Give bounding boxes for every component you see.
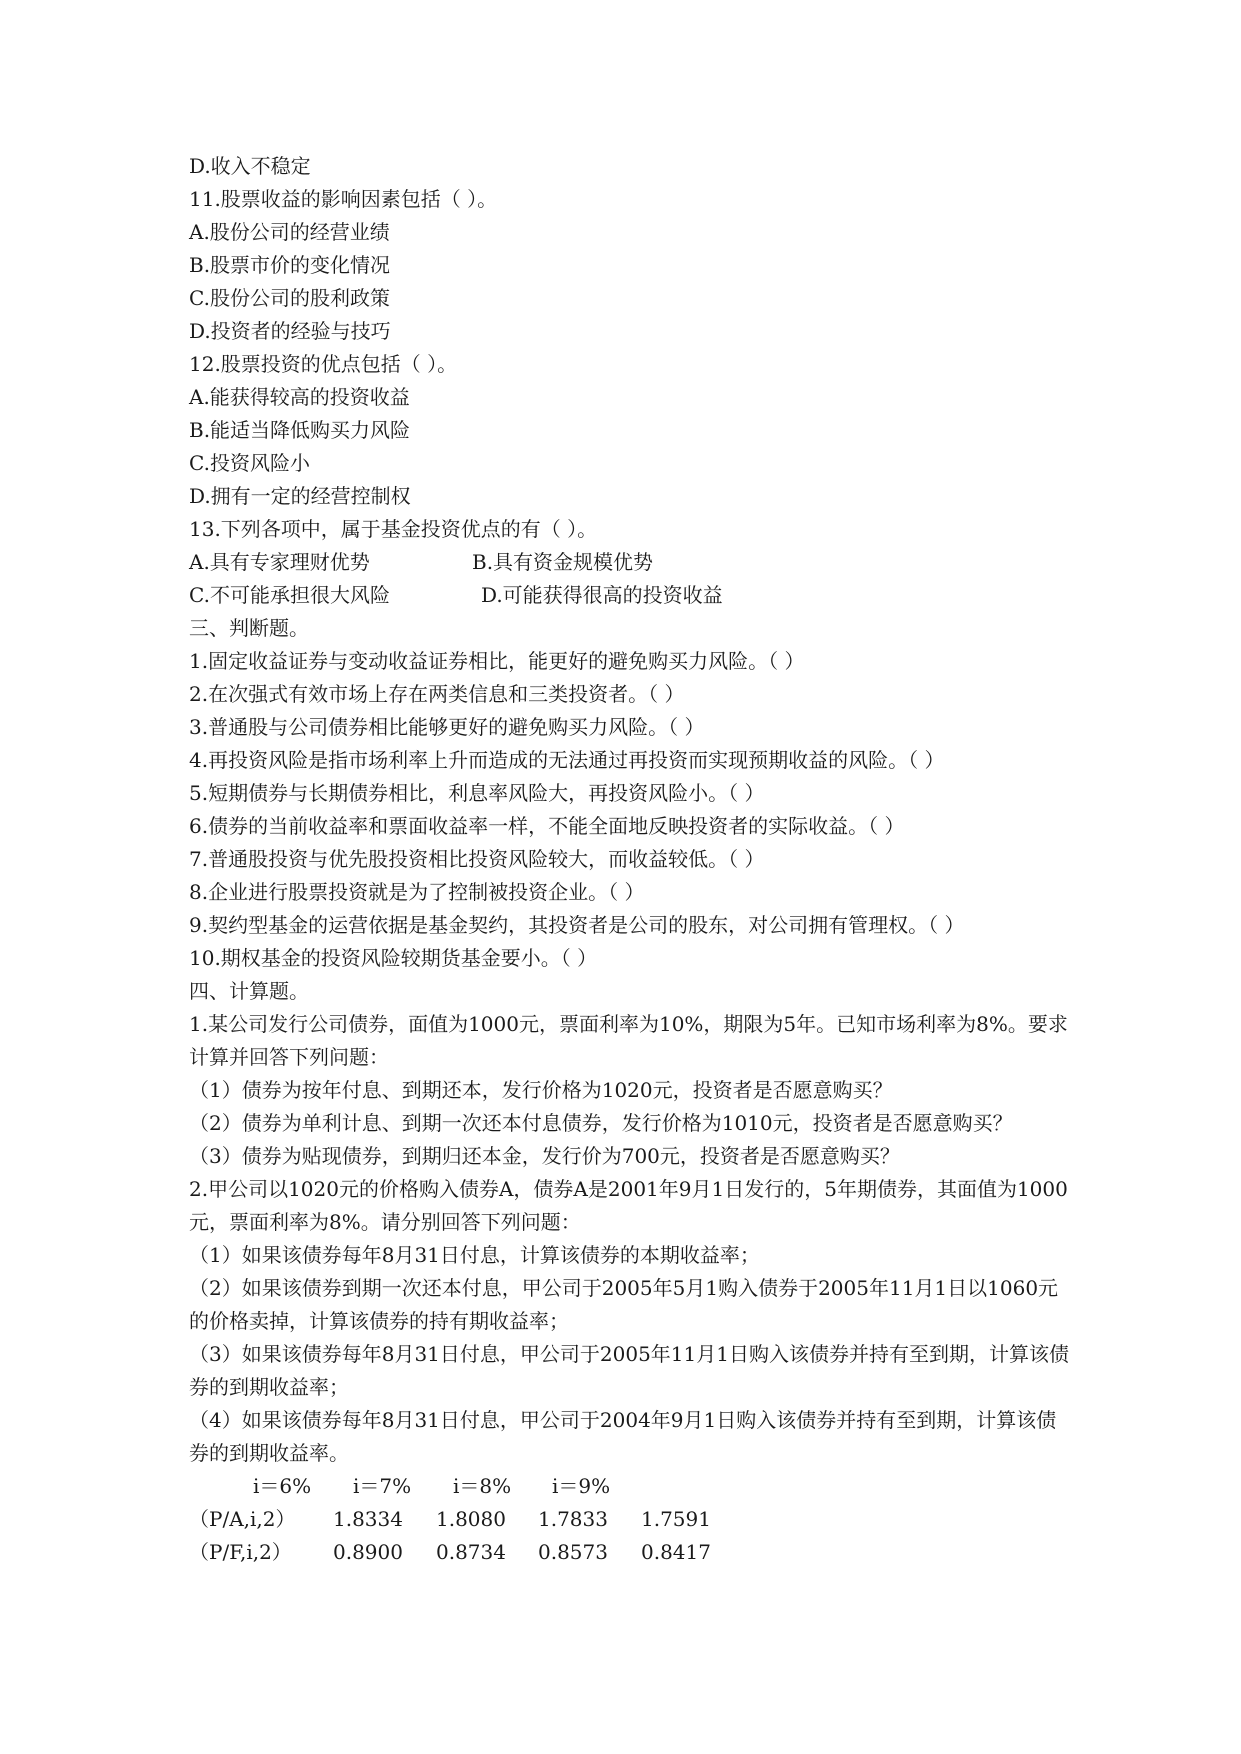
judgment-item-5: 5.短期债券与长期债券相比，利息率风险大，再投资风险小。（ ） bbox=[189, 781, 765, 805]
problem2-part2: （2）如果该债券到期一次还本付息，甲公司于2005年5月1购入债券于2005年11月1日以1060元的价格卖掉，计算该债券的持有期收益率； bbox=[189, 1276, 1059, 1333]
q13-options-row-1 bbox=[189, 546, 1069, 579]
factor-table-row bbox=[189, 1536, 1069, 1569]
factor-table-cell: 1.7591 bbox=[641, 1507, 711, 1531]
problem1-part3: （3）债券为贴现债券，到期归还本金，发行价为700元，投资者是否愿意购买？ bbox=[189, 1144, 900, 1168]
judgment-item-6: 6.债券的当前收益率和票面收益率一样，不能全面地反映投资者的实际收益。（ ） bbox=[189, 814, 905, 838]
q11-option-c: C.股份公司的股利政策 bbox=[189, 286, 390, 310]
problem1-stem: 1.某公司发行公司债券，面值为1000元，票面利率为10%，期限为5年。已知市场利率为8%。要求计算并回答下列问题： bbox=[189, 1012, 1068, 1069]
factor-table-row-label: （P/A,i,2） bbox=[189, 1507, 296, 1531]
judgment-item-3: 3.普通股与公司债券相比能够更好的避免购买力风险。（ ） bbox=[189, 715, 705, 739]
q11-option-b: B.股票市价的变化情况 bbox=[189, 253, 391, 277]
factor-table-header-cell: i＝6% bbox=[253, 1474, 312, 1498]
problem1-part2: （2）债券为单利计息、到期一次还本付息债券，发行价格为1010元，投资者是否愿意购买？ bbox=[189, 1111, 1013, 1135]
factor-table-row bbox=[189, 1503, 1069, 1536]
q12-option-d: D.拥有一定的经营控制权 bbox=[189, 484, 411, 508]
factor-table-cell: 0.8900 bbox=[333, 1540, 403, 1564]
factor-table-row-label: （P/F,i,2） bbox=[189, 1540, 292, 1564]
q13-option-c: C.不可能承担很大风险 bbox=[189, 583, 390, 607]
q13-option-d: D.可能获得很高的投资收益 bbox=[481, 583, 723, 607]
problem2-part4: （4）如果该债券每年8月31日付息，甲公司于2004年9月1日购入该债券并持有至到期，计算该债券的到期收益率。 bbox=[189, 1408, 1057, 1465]
factor-table-header-cell: i＝7% bbox=[353, 1474, 412, 1498]
q12-question: 12.股票投资的优点包括（ ）。 bbox=[189, 352, 458, 376]
factor-table-header-cell: i＝8% bbox=[453, 1474, 512, 1498]
problem2-part1: （1）如果该债券每年8月31日付息，计算该债券的本期收益率； bbox=[189, 1243, 760, 1267]
factor-table-cell: 0.8573 bbox=[538, 1540, 608, 1564]
q12-option-c: C.投资风险小 bbox=[189, 451, 310, 475]
judgment-item-10: 10.期权基金的投资风险较期货基金要小。（ ） bbox=[189, 946, 598, 970]
judgment-item-8: 8.企业进行股票投资就是为了控制被投资企业。（ ） bbox=[189, 880, 645, 904]
q11-question: 11.股票收益的影响因素包括（ ）。 bbox=[189, 187, 498, 211]
q11-option-d: D.投资者的经验与技巧 bbox=[189, 319, 391, 343]
q13-option-b: B.具有资金规模优势 bbox=[472, 550, 654, 574]
problem2-part3: （3）如果该债券每年8月31日付息，甲公司于2005年11月1日购入该债券并持有至到期，计算该债券的到期收益率； bbox=[189, 1342, 1069, 1399]
q13-question: 13.下列各项中，属于基金投资优点的有（ ）。 bbox=[189, 517, 598, 541]
factor-table-cell: 0.8417 bbox=[641, 1540, 711, 1564]
q10-option-d: D.收入不稳定 bbox=[189, 154, 311, 178]
problem1-part1: （1）债券为按年付息、到期还本，发行价格为1020元，投资者是否愿意购买？ bbox=[189, 1078, 893, 1102]
judgment-item-2: 2.在次强式有效市场上存在两类信息和三类投资者。（ ） bbox=[189, 682, 685, 706]
section4-heading: 四、计算题。 bbox=[189, 979, 309, 1003]
factor-table-cell: 1.7833 bbox=[538, 1507, 608, 1531]
q11-option-a: A.股份公司的经营业绩 bbox=[189, 220, 390, 244]
problem2-stem: 2.甲公司以1020元的价格购入债券A，债券A是2001年9月1日发行的，5年期债券，其面值为1000元，票面利率为8%。请分别回答下列问题： bbox=[189, 1177, 1068, 1234]
q12-option-b: B.能适当降低购买力风险 bbox=[189, 418, 411, 442]
judgment-item-9: 9.契约型基金的运营依据是基金契约，其投资者是公司的股东，对公司拥有管理权。（ ） bbox=[189, 913, 965, 937]
factor-table-cell: 0.8734 bbox=[436, 1540, 506, 1564]
section3-heading: 三、判断题。 bbox=[189, 616, 309, 640]
judgment-item-7: 7.普通股投资与优先股投资相比投资风险较大，而收益较低。（ ） bbox=[189, 847, 765, 871]
judgment-item-4: 4.再投资风险是指市场利率上升而造成的无法通过再投资而实现预期收益的风险。（ ） bbox=[189, 748, 945, 772]
q13-option-a: A.具有专家理财优势 bbox=[189, 550, 370, 574]
document-page bbox=[189, 150, 1069, 1569]
factor-table-header-cell: i＝9% bbox=[552, 1474, 611, 1498]
factor-table-cell: 1.8334 bbox=[333, 1507, 403, 1531]
q12-option-a: A.能获得较高的投资收益 bbox=[189, 385, 410, 409]
factor-table-cell: 1.8080 bbox=[436, 1507, 506, 1531]
factor-table-header bbox=[189, 1470, 1069, 1503]
judgment-item-1: 1.固定收益证券与变动收益证券相比，能更好的避免购买力风险。（ ） bbox=[189, 649, 805, 673]
q13-options-row-2 bbox=[189, 579, 1069, 612]
